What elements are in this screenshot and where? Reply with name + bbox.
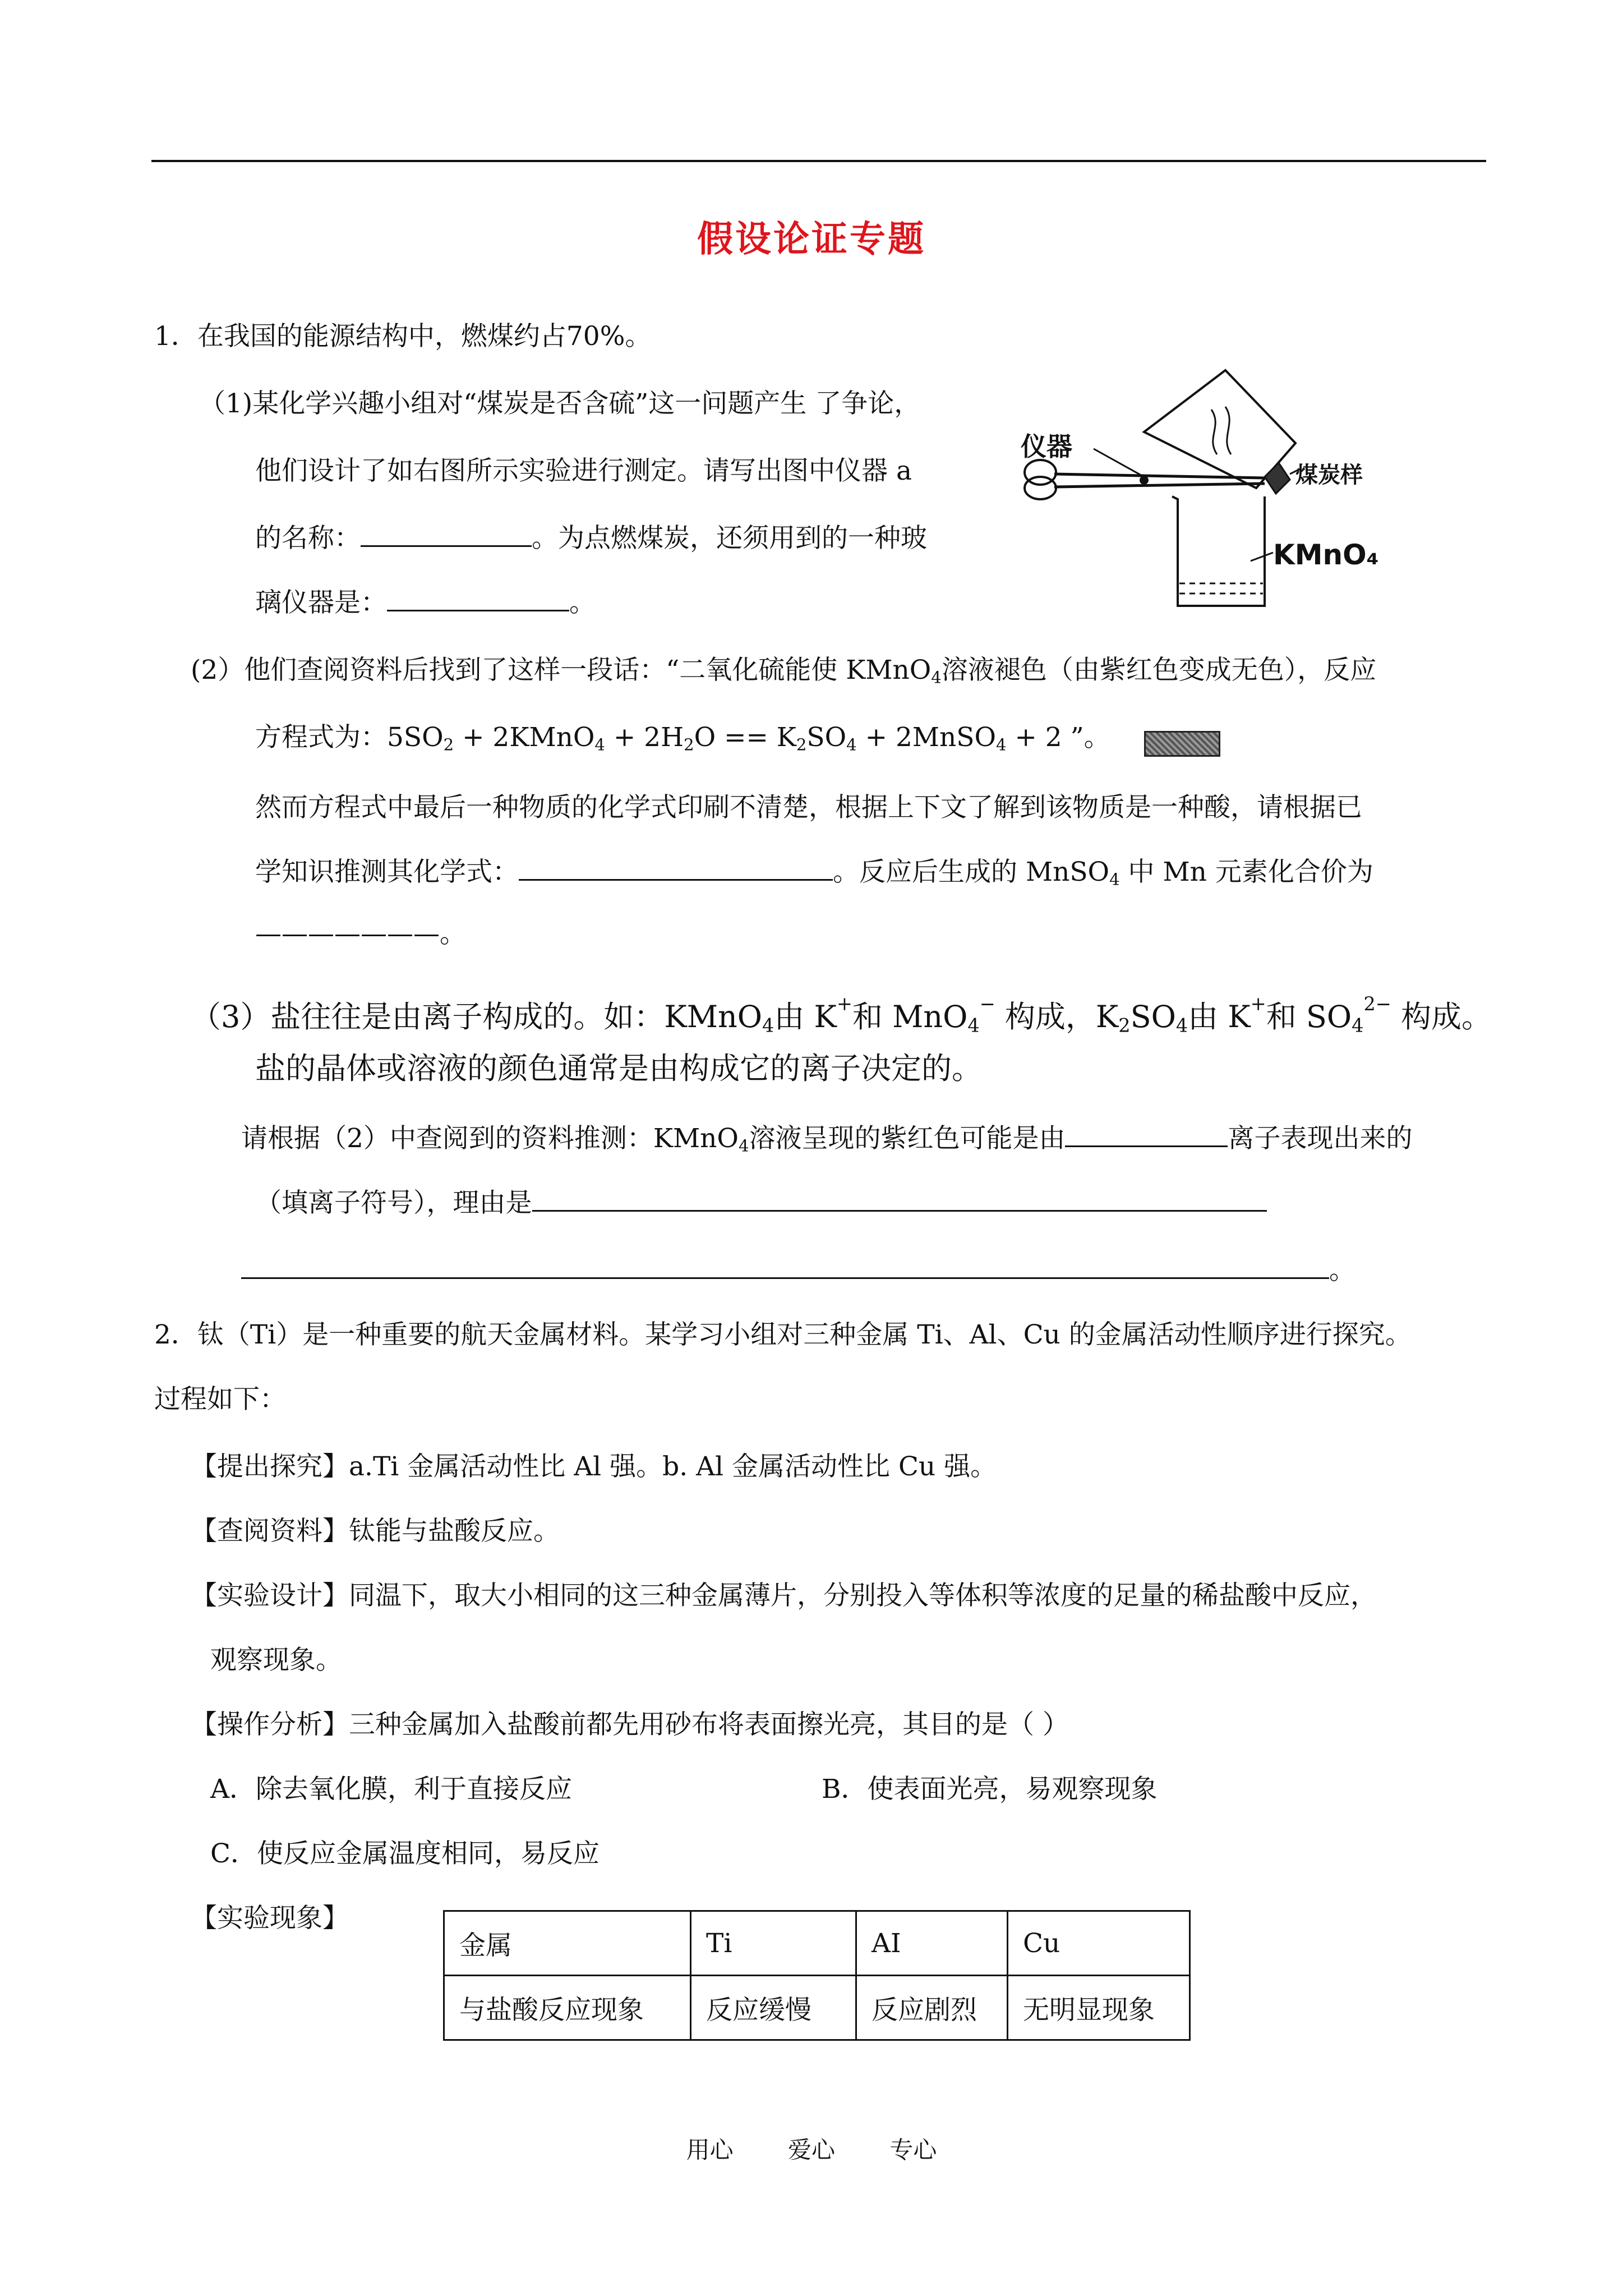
table-cell: AI [856,1911,1008,1976]
table-row [444,1976,1190,2040]
page-title: 假设论证专题 [697,219,926,260]
instrument-label: 仪器 [1021,431,1072,462]
glass-instrument-blank[interactable] [387,587,569,611]
q1-intro: 1．在我国的能源结构中，燃煤约占70%。 [154,321,652,352]
apparatus-figure [1009,353,1402,617]
tongs-arm-1 [1054,474,1265,478]
table-cell: 反应缓慢 [691,1976,856,2040]
q1-p2-equation: 方程式为：$5SO_2$ + 2KMnO$_4$ + $2H_2O == K_2SO_4$ + 2MnSO$_4$ + 2 ”。 [255,722,1110,754]
q1-p1-line3-b: 。为点燃煤炭，还须用到的一种玻 [532,523,927,554]
table-cell: Ti [691,1911,856,1976]
q1-p2-line1: (2）他们查阅资料后找到了这样一段话：“二氧化硫能使 KMnO$_4$溶液褪色（由紫红色变成无色），反应 [191,655,1377,687]
q1-p3-line1: （3）盐往往是由离子构成的。如：KMnO$_4$由 K+和 MnO$_4$− 构成，$K_2SO_4$由 K+和 $SO_4^{2-}$ 构成。 [191,993,1492,1037]
header-rule [151,160,1486,162]
q1-p2-line4: 学知识推测其化学式： 。反应后生成的 MnSO$_4$ 中 Mn 元素化合价为 [255,857,1373,889]
q2-reference: 【查阅资料】钛能与盐酸反应。 [191,1516,560,1547]
q1-p1-line4-b: 。 [569,587,596,618]
footer-text-1: 用心 [686,2136,734,2164]
ion-symbol-blank[interactable] [1065,1123,1228,1147]
q2-line2: 过程如下： [154,1384,286,1415]
option-c[interactable]: C．使反应金属温度相同，易反应 [210,1838,600,1869]
option-b[interactable]: B．使表面光亮，易观察现象 [822,1774,1158,1805]
table-row [444,1911,1190,1976]
table-cell: Cu [1008,1911,1190,1976]
mn-valence-blank[interactable]: ———————。 [255,918,466,949]
q2-design-line2: 观察现象。 [210,1645,342,1676]
reason-blank-1[interactable] [532,1188,1267,1212]
q2-analysis: 【操作分析】三种金属加入盐酸前都先用砂布将表面擦光亮，其目的是（ ） [191,1709,1069,1740]
kmno4-label: KMnO₄ [1273,539,1379,571]
q1-p3-line5: 。 [241,1254,1355,1287]
table-cell: 与盐酸反应现象 [444,1976,691,2040]
q1-p1-line4-a: 璃仪器是： [255,587,387,618]
reason-blank-2[interactable] [241,1255,1329,1279]
q1-p3-line3: 请根据（2）中查阅到的资料推测：KMnO$_4$溶液呈现的紫红色可能是由 离子表现出来的 [241,1123,1413,1156]
tongs-handle-2 [1025,477,1056,499]
q2-line1: 2．钛（Ti）是一种重要的航天金属材料。某学习小组对三种金属 Ti、Al、Cu 的金属活动性顺序进行探究。 [154,1319,1412,1350]
q1-p3-line2: 盐的晶体或溶液的颜色通常是由构成它的离子决定的。 [255,1051,982,1086]
q1-p2-line3: 然而方程式中最后一种物质的化学式印刷不清楚，根据上下文了解到该物质是一种酸，请根据已 [255,792,1362,823]
coal-sample [1265,463,1290,494]
table-cell: 反应剧烈 [856,1976,1008,2040]
instrument-name-blank[interactable] [361,523,532,547]
q1-p3-line4: （填离子符号），理由是 [255,1186,1267,1220]
q2-design-line1: 【实验设计】同温下，取大小相同的这三种金属薄片，分别投入等体积等浓度的足量的稀盐酸中反应， [191,1580,1377,1611]
q1-p1-line3 [255,522,927,555]
q1-p1-line2: 他们设计了如右图所示实验进行测定。请写出图中仪器 a [255,455,912,486]
q2-hypothesis: 【提出探究】a.Ti 金属活动性比 Al 强。b. Al 金属活动性比 Cu 强。 [191,1451,997,1482]
illegible-formula-smudge [1144,731,1220,757]
table-cell: 金属 [444,1911,691,1976]
table-cell: 无明显现象 [1008,1976,1190,2040]
tongs-arm-2 [1054,484,1265,487]
page-footer [0,2132,1623,2165]
phenomenon-label: 【实验现象】 [191,1903,349,1934]
results-table [443,1910,1191,2041]
q1-p1-line3-a: 的名称： [255,523,361,554]
q1-p1-line1: （1)某化学兴趣小组对“煤炭是否含硫”这一问题产生 了争论， [199,388,921,419]
footer-text-3: 专心 [889,2136,937,2164]
q1-p1-line4 [255,586,596,620]
beaker-shape [1172,496,1265,606]
acid-formula-blank[interactable] [519,857,833,881]
option-a[interactable]: A．除去氧化膜，利于直接反应 [210,1774,572,1805]
coal-sample-label: 煤炭样 [1295,462,1363,488]
footer-text-2: 爱心 [787,2136,835,2164]
